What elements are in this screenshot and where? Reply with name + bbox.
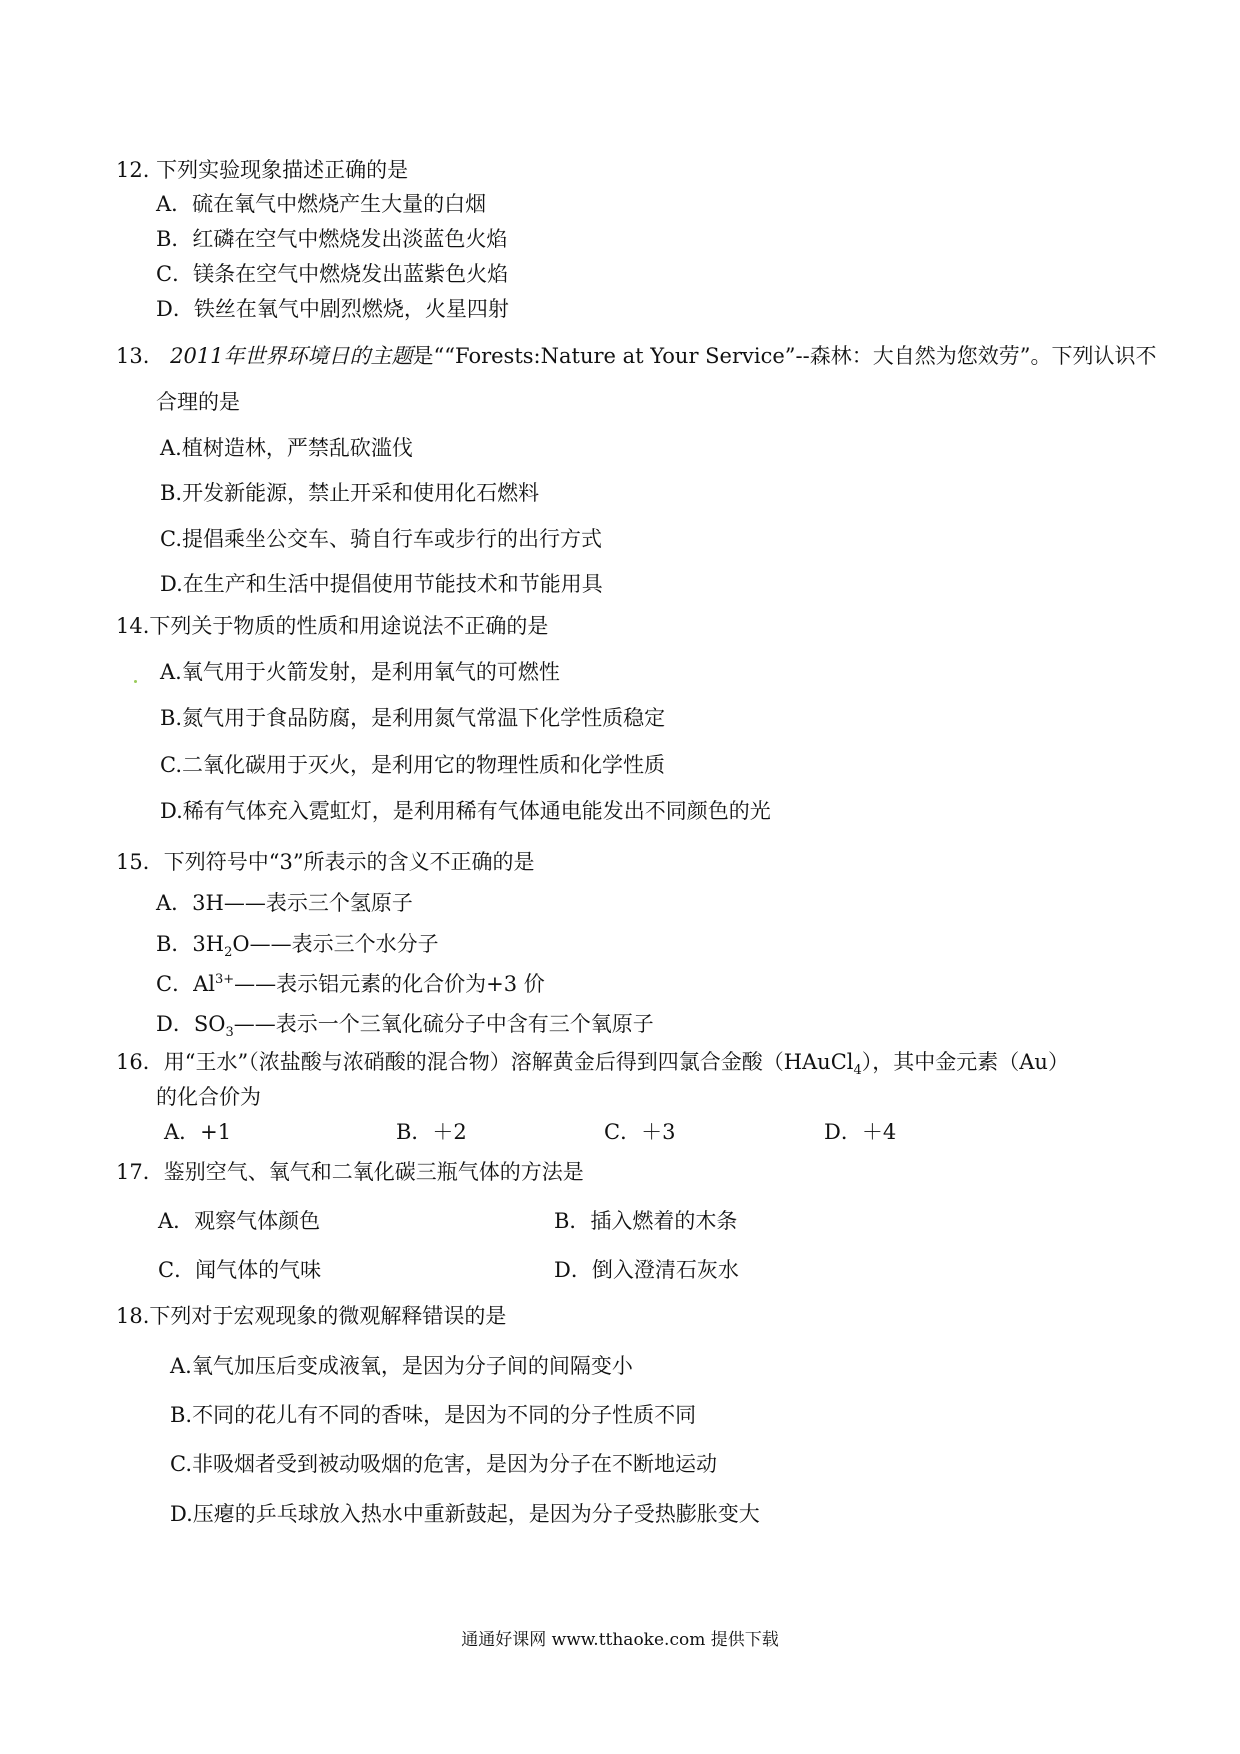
- question-14-option-d: D.稀有气体充入霓虹灯，是利用稀有气体通电能发出不同颜色的光: [160, 799, 771, 823]
- question-13-option-b: B.开发新能源，禁止开采和使用化石燃料: [160, 481, 540, 505]
- question-13-option-a: A.植树造林，严禁乱砍滥伐: [160, 436, 413, 460]
- page-footer: 通通好课网 www.tthaoke.com 提供下载: [461, 1630, 779, 1650]
- question-16-option-c: C．＋3: [604, 1120, 676, 1144]
- question-17-stem: 17．鉴别空气、氧气和二氧化碳三瓶气体的方法是: [116, 1160, 584, 1184]
- question-15-option-b: [156, 930, 439, 961]
- question-17-option-a: A．观察气体颜色: [158, 1209, 321, 1233]
- question-14-option-a: A.氧气用于火箭发射，是利用氧气的可燃性: [160, 660, 560, 684]
- question-16-option-a: A．+1: [164, 1120, 232, 1144]
- question-15-option-b-post: O——表示三个水分子: [232, 932, 439, 956]
- question-17-option-b: B．插入燃着的木条: [554, 1209, 738, 1233]
- question-13-stem-line2: 合理的是: [156, 390, 240, 414]
- question-12-option-a: A．硫在氧气中燃烧产生大量的白烟: [156, 192, 487, 216]
- question-15-option-c: [156, 970, 545, 998]
- speck-mark: [134, 680, 137, 683]
- question-14-stem: 14.下列关于物质的性质和用途说法不正确的是: [116, 614, 549, 638]
- question-15-option-d: [156, 1010, 654, 1041]
- question-12-option-d: D．铁丝在氧气中剧烈燃烧，火星四射: [156, 297, 509, 321]
- question-13-number: 13.: [116, 344, 150, 368]
- question-18-option-c: C.非吸烟者受到被动吸烟的危害，是因为分子在不断地运动: [170, 1452, 717, 1476]
- question-16-option-d: D．＋4: [824, 1120, 897, 1144]
- question-14-option-b: B.氮气用于食品防腐，是利用氮气常温下化学性质稳定: [160, 706, 666, 730]
- question-12-option-c: C．镁条在空气中燃烧发出蓝紫色火焰: [156, 262, 509, 286]
- question-13-stem-italic: 2011年世界环境日的主题: [170, 344, 413, 368]
- question-16-stem-line2: 的化合价为: [156, 1085, 261, 1109]
- question-15-option-c-post: ——表示铝元素的化合价为+3 价: [234, 972, 545, 996]
- question-18-option-a: A.氧气加压后变成液氧，是因为分子间的间隔变小: [170, 1354, 633, 1378]
- question-14-option-c: C.二氧化碳用于灭火，是利用它的物理性质和化学性质: [160, 753, 665, 777]
- question-12-option-b: B．红磷在空气中燃烧发出淡蓝色火焰: [156, 227, 508, 251]
- question-16-stem-pre: 16．用“王水”（浓盐酸与浓硝酸的混合物）溶解黄金后得到四氯合金酸（HAuCl: [116, 1050, 854, 1074]
- question-16-stem-sub: 4: [853, 1063, 862, 1079]
- question-15-option-d-pre: D．SO: [156, 1012, 226, 1036]
- question-13-stem-rest: 是““Forests:Nature at Your Service”--森林：大自然为您效劳”。下列认识不: [412, 344, 1157, 368]
- question-15-option-c-pre: C．Al: [156, 972, 215, 996]
- question-13-option-d: D.在生产和生活中提倡使用节能技术和节能用具: [160, 572, 603, 596]
- question-18-option-b: B.不同的花儿有不同的香味，是因为不同的分子性质不同: [170, 1403, 697, 1427]
- question-15-option-b-pre: B．3H: [156, 932, 225, 956]
- question-18-stem: 18.下列对于宏观现象的微观解释错误的是: [116, 1304, 507, 1328]
- question-15-stem: 15．下列符号中“3”所表示的含义不正确的是: [116, 850, 535, 874]
- question-16-stem: [116, 1048, 1069, 1079]
- question-15-option-b-sub: 2: [224, 945, 233, 961]
- question-13-option-c: C.提倡乘坐公交车、骑自行车或步行的出行方式: [160, 527, 602, 551]
- question-15-option-d-post: ——表示一个三氧化硫分子中含有三个氧原子: [233, 1012, 654, 1036]
- question-15-option-d-sub: 3: [225, 1025, 234, 1041]
- question-16-option-b: B．＋2: [396, 1120, 467, 1144]
- question-13-stem: [116, 342, 1156, 370]
- question-17-option-c: C．闻气体的气味: [158, 1258, 322, 1282]
- question-12-stem: 12. 下列实验现象描述正确的是: [116, 158, 409, 182]
- question-17-option-d: D．倒入澄清石灰水: [554, 1258, 739, 1282]
- question-18-option-d: D.压瘪的乒乓球放入热水中重新鼓起，是因为分子受热膨胀变大: [170, 1502, 760, 1526]
- question-15-option-a: A．3H——表示三个氢原子: [156, 891, 413, 915]
- question-16-stem-post: ），其中金元素（Au）: [861, 1050, 1069, 1074]
- question-15-option-c-sup: 3+: [214, 972, 235, 987]
